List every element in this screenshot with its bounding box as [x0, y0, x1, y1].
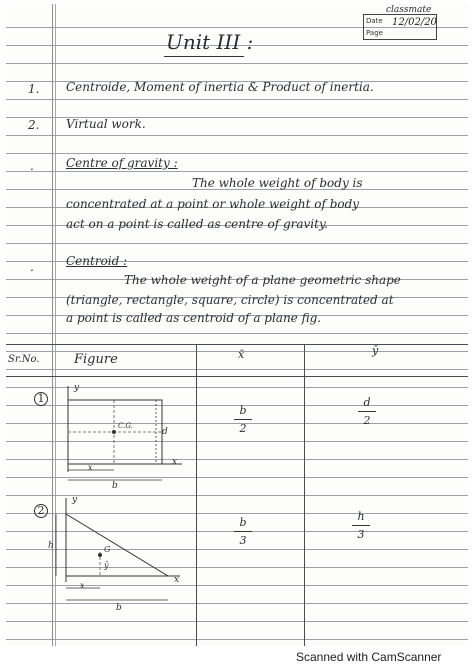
header-figure: Figure: [74, 352, 118, 367]
xbar-numerator: b: [239, 404, 247, 417]
triangle-shape: [66, 514, 168, 576]
centroid-line: a point is called as centroid of a plane fig.: [66, 311, 322, 325]
centroid-heading: Centroid :: [66, 254, 128, 268]
centroid-line: (triangle, rectangle, square, circle) is concentrated at: [66, 293, 394, 307]
item-text: Virtual work.: [66, 117, 146, 131]
header-ybar: ȳ: [372, 344, 379, 357]
item-bullet: 1.: [28, 82, 40, 96]
table-column-divider: [304, 344, 305, 646]
centroid-label-g: G: [104, 545, 111, 554]
rectangle-figure: [54, 380, 194, 490]
dim-label-h: h: [48, 541, 54, 551]
table-column-divider: [196, 344, 197, 646]
triangle-figure: [46, 492, 186, 612]
dim-label-ybar: ȳ: [104, 561, 109, 570]
centroid-point: [112, 430, 116, 434]
row-number: 2: [34, 504, 48, 518]
table-top-line: [6, 344, 468, 345]
dim-label-d: d: [162, 427, 168, 437]
section-bullet: .: [30, 260, 34, 274]
xbar-denominator: 3: [239, 534, 247, 547]
cog-line: act on a point is called as centre of gravity.: [66, 217, 328, 231]
page-label: Page: [366, 29, 383, 37]
title-underline: [164, 56, 244, 57]
cog-line: The whole weight of body is: [192, 176, 363, 190]
xbar-fraction: [234, 516, 252, 547]
page-title: Unit III :: [166, 30, 254, 54]
axis-label-y: y: [74, 383, 80, 393]
date-box: [363, 14, 437, 40]
date-label: Date: [366, 17, 383, 25]
axis-label-x: x: [174, 575, 180, 585]
xbar-fraction: [234, 404, 252, 435]
header-xbar: x̄: [238, 348, 245, 361]
ybar-denominator: 3: [357, 528, 365, 541]
centroid-point: [98, 553, 102, 557]
cog-line: concentrated at a point or whole weight of body: [66, 197, 360, 211]
scanner-watermark: Scanned with CamScanner: [296, 650, 442, 664]
item-text: Centroide, Moment of inertia & Product of inertia.: [66, 80, 374, 94]
dim-label-xbar: x: [80, 581, 85, 590]
ybar-fraction: [352, 510, 370, 541]
ybar-fraction: [358, 396, 376, 427]
centroid-line: The whole weight of a plane geometric shape: [124, 273, 401, 287]
ybar-numerator: h: [357, 510, 365, 523]
dim-label-b: b: [112, 481, 118, 491]
ybar-denominator: 2: [363, 414, 371, 427]
xbar-denominator: 2: [239, 422, 247, 435]
header-srno: Sr.No.: [8, 354, 40, 365]
cog-heading: Centre of gravity :: [66, 156, 178, 170]
date-value: 12/02/20: [392, 17, 437, 28]
dim-label-b: b: [116, 603, 122, 613]
xbar-numerator: b: [239, 516, 247, 529]
cg-label: C.G.: [118, 422, 133, 430]
dim-label-xbar: x: [88, 463, 93, 472]
item-bullet: 2.: [28, 118, 40, 132]
table-header-line: [6, 376, 468, 377]
axis-label-x: x: [172, 457, 178, 467]
section-bullet: .: [30, 159, 34, 173]
ybar-numerator: d: [363, 396, 371, 409]
brand-label: classmate: [386, 5, 432, 15]
notebook-page: [6, 4, 468, 646]
axis-label-y: y: [72, 495, 78, 505]
row-number: 1: [34, 392, 48, 406]
